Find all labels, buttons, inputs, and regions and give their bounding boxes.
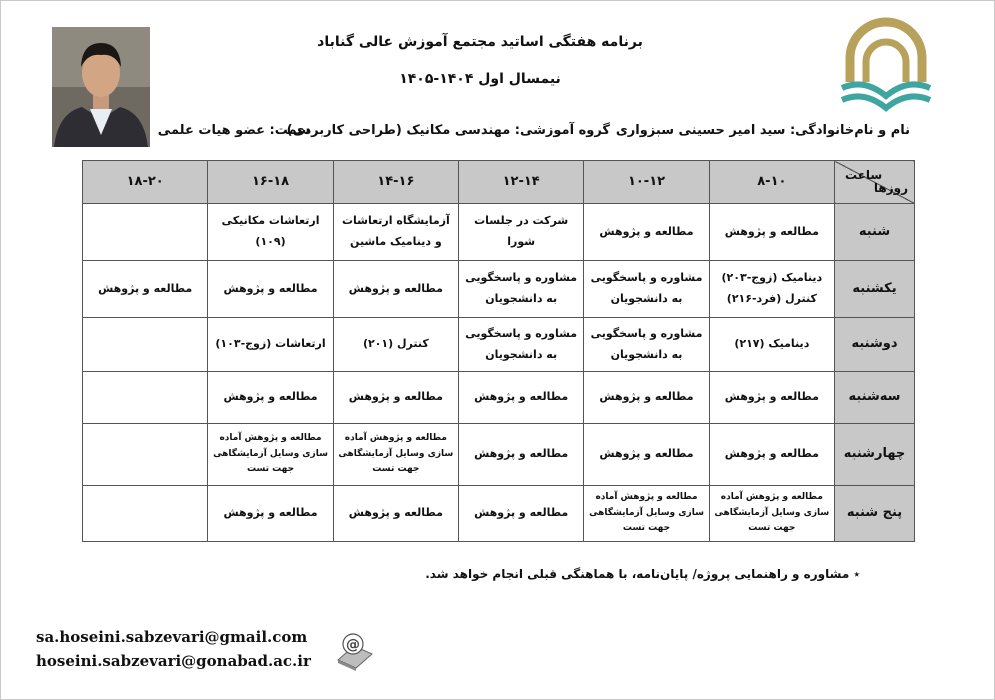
schedule-cell: مطالعه و پژوهش <box>709 372 834 424</box>
schedule-cell: مطالعه و پژوهش <box>83 261 208 318</box>
schedule-cell: مطالعه و پژوهش <box>709 424 834 486</box>
schedule-cell <box>83 486 208 542</box>
schedule-cell: مطالعه و پژوهش آماده سازی وسایل آزمایشگاهی جهت تست <box>333 424 458 486</box>
advising-note: ٭ مشاوره و راهنمایی پروژه/ پایان‌نامه، با هماهنگی قبلی انجام خواهد شد. <box>425 567 860 581</box>
email-at-icon <box>334 630 374 672</box>
day-cell: پنج شنبه <box>835 486 915 542</box>
schedule-cell: ارتعاشات مکانیکی (۱۰۹) <box>208 204 333 261</box>
corner-time-label: ساعت <box>845 168 883 182</box>
schedule-cell: مطالعه و پژوهش <box>584 204 709 261</box>
schedule-cell: مشاوره و پاسخگویی به دانشجویان <box>459 318 584 372</box>
time-slot-header: ۱۲-۱۴ <box>459 161 584 204</box>
day-cell: سه‌شنبه <box>835 372 915 424</box>
schedule-cell: مطالعه و پژوهش <box>208 261 333 318</box>
schedule-cell: دینامیک (۲۱۷) <box>709 318 834 372</box>
schedule-cell: شرکت در جلسات شورا <box>459 204 584 261</box>
schedule-cell: مشاوره و پاسخگویی به دانشجویان <box>459 261 584 318</box>
schedule-cell: مطالعه و پژوهش <box>459 424 584 486</box>
schedule-cell: مطالعه و پژوهش <box>459 486 584 542</box>
day-cell: شنبه <box>835 204 915 261</box>
schedule-cell: مطالعه و پژوهش آماده سازی وسایل آزمایشگاهی جهت تست <box>208 424 333 486</box>
corner-days-label: روزها <box>873 181 908 196</box>
schedule-cell <box>83 318 208 372</box>
page-title: برنامه هفتگی اساتید مجتمع آموزش عالی گناباد <box>317 34 643 50</box>
email-gmail[interactable]: sa.hoseini.sabzevari@gmail.com <box>36 628 308 646</box>
table-header-row <box>83 161 915 204</box>
schedule-cell <box>83 424 208 486</box>
schedule-cell: مطالعه و پژوهش <box>709 204 834 261</box>
schedule-cell: مطالعه و پژوهش <box>333 261 458 318</box>
schedule-cell: مطالعه و پژوهش <box>584 372 709 424</box>
schedule-cell: مطالعه و پژوهش <box>208 486 333 542</box>
table-row <box>83 486 915 542</box>
time-slot-header: ۱۸-۲۰ <box>83 161 208 204</box>
instructor-name: نام و نام‌خانوادگی: سید امیر حسینی سبزواری <box>615 123 910 138</box>
instructor-info <box>150 123 910 143</box>
schedule-cell: مطالعه و پژوهش آماده سازی وسایل آزمایشگاهی جهت تست <box>584 486 709 542</box>
schedule-cell <box>83 204 208 261</box>
schedule-cell: مشاوره و پاسخگویی به دانشجویان <box>584 261 709 318</box>
schedule-cell: آزمایشگاه ارتعاشات و دینامیک ماشین <box>333 204 458 261</box>
schedule-cell: مطالعه و پژوهش <box>208 372 333 424</box>
schedule-cell: مشاوره و پاسخگویی به دانشجویان <box>584 318 709 372</box>
department-group: گروه آموزشی: مهندسی مکانیک (طراحی کاربردی) <box>286 123 610 138</box>
table-row <box>83 318 915 372</box>
schedule-cell: مطالعه و پژوهش <box>459 372 584 424</box>
position-label: سمت: عضو هیات علمی <box>157 123 310 138</box>
time-slot-header: ۱۶-۱۸ <box>208 161 333 204</box>
time-slot-header: ۱۴-۱۶ <box>333 161 458 204</box>
email-university[interactable]: hoseini.sabzevari@gonabad.ac.ir <box>36 652 311 670</box>
schedule-cell: کنترل (۲۰۱) <box>333 318 458 372</box>
semester-label: نیمسال اول ۱۴۰۴-۱۴۰۵ <box>399 71 561 87</box>
corner-header-cell <box>835 161 915 204</box>
time-slot-header: ۸-۱۰ <box>709 161 834 204</box>
time-slot-header: ۱۰-۱۲ <box>584 161 709 204</box>
schedule-cell: مطالعه و پژوهش آماده سازی وسایل آزمایشگاهی جهت تست <box>709 486 834 542</box>
day-cell: یکشنبه <box>835 261 915 318</box>
day-cell: چهارشنبه <box>835 424 915 486</box>
university-logo <box>836 12 936 116</box>
profile-photo <box>52 27 150 147</box>
schedule-cell <box>83 372 208 424</box>
weekly-schedule-table <box>82 160 915 542</box>
schedule-cell: مطالعه و پژوهش <box>333 486 458 542</box>
schedule-cell: مطالعه و پژوهش <box>584 424 709 486</box>
schedule-cell: ارتعاشات (زوج-۱۰۳) <box>208 318 333 372</box>
table-row <box>83 424 915 486</box>
day-cell: دوشنبه <box>835 318 915 372</box>
schedule-cell: دینامیک (زوج-۲۰۳) کنترل (فرد-۲۱۶) <box>709 261 834 318</box>
table-row <box>83 261 915 318</box>
table-row <box>83 204 915 261</box>
svg-text:@: @ <box>346 637 360 653</box>
schedule-cell: مطالعه و پژوهش <box>333 372 458 424</box>
table-row <box>83 372 915 424</box>
